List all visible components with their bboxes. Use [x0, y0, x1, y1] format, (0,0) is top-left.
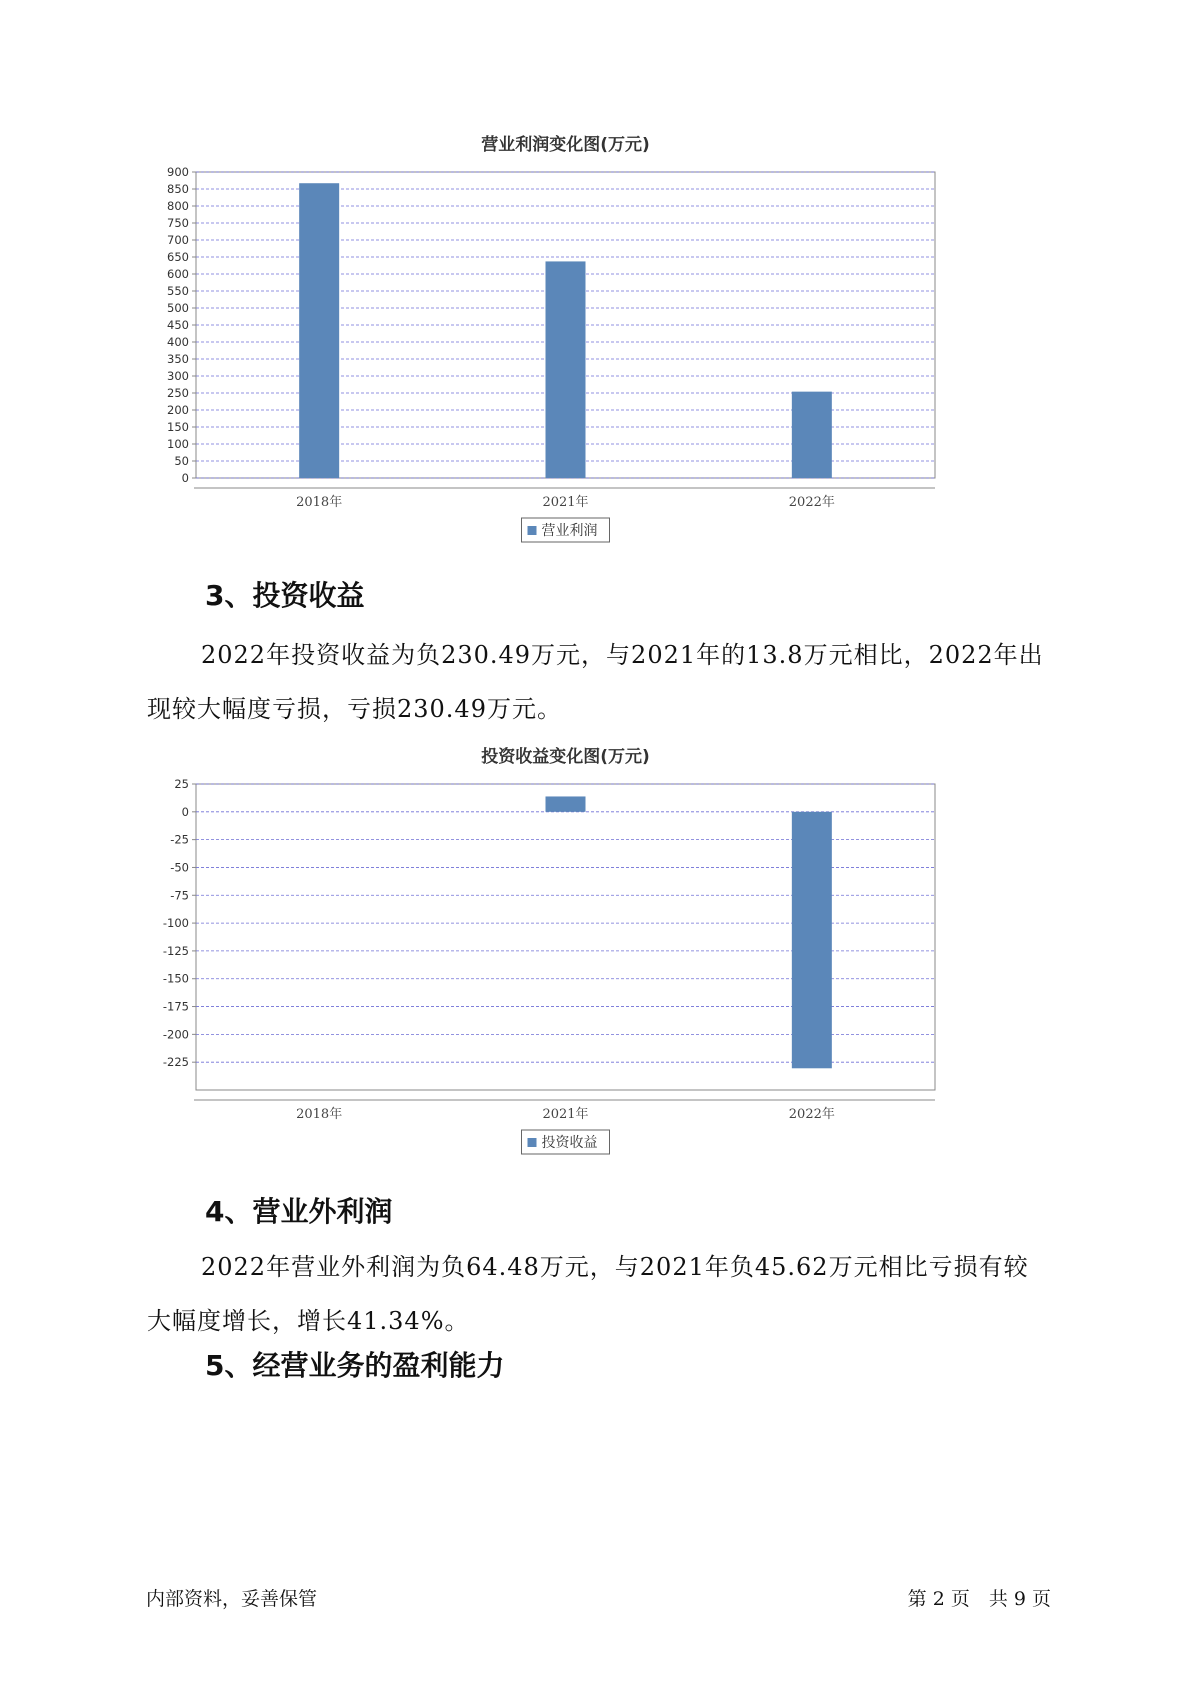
- y-tick-label: 350: [167, 352, 189, 366]
- bar-2022年: [792, 392, 832, 478]
- y-tick-label: 0: [181, 471, 189, 485]
- bar-2021年: [546, 796, 586, 811]
- x-tick-label: 2021年: [542, 1107, 589, 1122]
- chart-title: 投资收益变化图(万元): [481, 747, 650, 767]
- bar-2021年: [546, 261, 586, 478]
- y-tick-label: 500: [167, 301, 189, 315]
- y-tick-label: 750: [167, 216, 189, 230]
- y-tick-label: 200: [167, 403, 189, 417]
- x-tick-label: 2018年: [296, 495, 343, 510]
- section-3-paragraph: 2022年投资收益为负230.49万元，与2021年的13.8万元相比，2022年出现较大幅度亏损，亏损230.49万元。: [147, 641, 1044, 723]
- y-tick-label: 450: [167, 318, 189, 332]
- section-5-heading: 5、经营业务的盈利能力: [205, 1349, 505, 1382]
- y-tick-label: -125: [162, 943, 189, 958]
- operating-profit-chart: [160, 130, 1020, 550]
- legend-label: 营业利润: [541, 523, 598, 539]
- y-tick-label: -50: [170, 860, 189, 875]
- y-tick-label: 700: [167, 233, 189, 247]
- y-tick-label: 550: [167, 284, 189, 298]
- legend-swatch: [528, 1138, 537, 1147]
- section-4-paragraph: 2022年营业外利润为负64.48万元，与2021年负45.62万元相比亏损有较大幅度增长，增长41.34%。: [147, 1253, 1029, 1335]
- investment-income-chart: [160, 742, 1020, 1162]
- page-number: 第 2 页 共 9 页: [907, 1588, 1051, 1610]
- y-tick-label: 600: [167, 267, 189, 281]
- y-tick-label: 900: [167, 165, 189, 179]
- y-tick-label: 650: [167, 250, 189, 264]
- y-tick-label: 50: [174, 454, 189, 468]
- y-tick-label: -75: [170, 888, 189, 903]
- y-tick-label: -175: [162, 999, 189, 1014]
- y-tick-label: 250: [167, 386, 189, 400]
- y-tick-label: -150: [162, 971, 189, 986]
- y-tick-label: -25: [170, 832, 189, 847]
- x-tick-label: 2022年: [788, 495, 835, 510]
- y-tick-label: 0: [181, 804, 189, 819]
- y-tick-label: -200: [162, 1027, 189, 1042]
- chart-title: 营业利润变化图(万元): [481, 135, 650, 155]
- y-tick-label: -225: [162, 1055, 189, 1070]
- y-tick-label: 150: [167, 420, 189, 434]
- x-tick-label: 2022年: [788, 1107, 835, 1122]
- bar-2018年: [299, 183, 339, 478]
- section-4-heading: 4、营业外利润: [205, 1195, 393, 1228]
- y-tick-label: 100: [167, 437, 189, 451]
- x-tick-label: 2021年: [542, 495, 589, 510]
- y-tick-label: 850: [167, 182, 189, 196]
- section-3-heading: 3、投资收益: [205, 579, 365, 612]
- y-tick-label: 25: [174, 777, 189, 791]
- y-tick-label: -100: [162, 916, 189, 931]
- y-tick-label: 400: [167, 335, 189, 349]
- legend-label: 投资收益: [541, 1135, 598, 1151]
- y-tick-label: 300: [167, 369, 189, 383]
- bar-2022年: [792, 812, 832, 1068]
- x-tick-label: 2018年: [296, 1107, 343, 1122]
- footer-note: 内部资料，妥善保管: [146, 1588, 318, 1610]
- legend-swatch: [528, 526, 537, 535]
- y-tick-label: 800: [167, 199, 189, 213]
